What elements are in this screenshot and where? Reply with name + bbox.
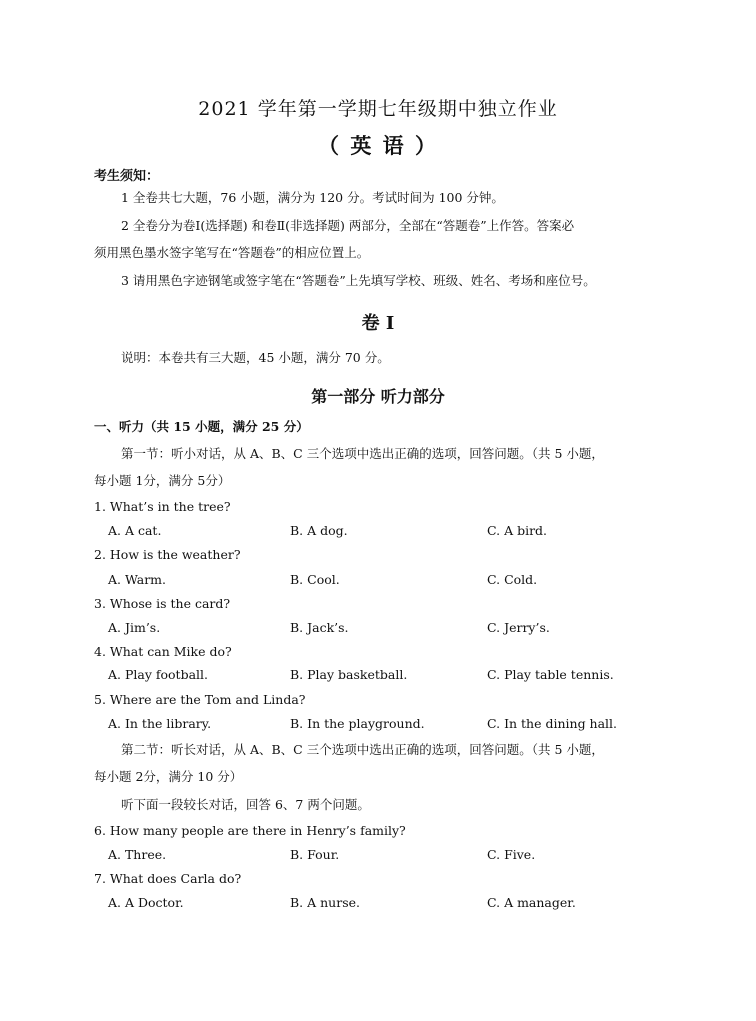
exam-subject: （ 英 语 ） [318,133,438,158]
q1-option-b: B. A dog. [290,523,348,538]
q7-option-a: A. A Doctor. [108,895,184,910]
section-heading: 一、听力（共 15 小题，满分 25 分） [94,419,309,434]
notice-item-3: 3 请用黑色字迹钢笔或签字笔在“答题卷”上先填写学校、班级、姓名、考场和座位号。 [121,273,596,288]
notice-item-2a: 2 全卷分为卷Ⅰ(选择题) 和卷Ⅱ(非选择题) 两部分，全部在“答题卷”上作答。答案必 [121,218,575,233]
question-3: 3. Whose is the card? [94,596,231,611]
sub2-instruction-b: 每小题 2分，满分 10 分） [94,769,243,784]
q3-option-a: A. Jim’s. [108,620,161,635]
q6-option-a: A. Three. [108,847,167,862]
q7-option-c: C. A manager. [487,895,576,910]
q3-option-c: C. Jerry’s. [487,620,550,635]
question-6: 6. How many people are there in Henry’s family? [94,823,406,838]
question-7: 7. What does Carla do? [94,871,242,886]
notice-heading: 考生须知： [94,169,160,184]
volume-note: 说明：本卷共有三大题，45 小题，满分 70 分。 [121,350,390,365]
q2-option-a: A. Warm. [108,572,166,587]
q6-option-c: C. Five. [487,847,536,862]
sub1-instruction-b: 每小题 1分，满分 5分） [94,473,231,488]
q5-option-a: A. In the library. [108,716,212,731]
notice-item-1: 1 全卷共七大题，76 小题，满分为 120 分。考试时间为 100 分钟。 [121,190,504,205]
q4-option-b: B. Play basketball. [290,667,408,682]
q1-option-a: A. A cat. [108,523,162,538]
q2-option-c: C. Cold. [487,572,538,587]
q5-option-b: B. In the playground. [290,716,425,731]
q5-option-c: C. In the dining hall. [487,716,618,731]
question-4: 4. What can Mike do? [94,644,232,659]
question-1: 1. What’s in the tree? [94,499,231,514]
question-2: 2. How is the weather? [94,547,241,562]
q6-option-b: B. Four. [290,847,340,862]
q4-option-c: C. Play table tennis. [487,667,614,682]
question-5: 5. Where are the Tom and Linda? [94,692,306,707]
sub2-instruction-c: 听下面一段较长对话，回答 6、7 两个问题。 [121,797,370,812]
exam-title: 2021 学年第一学期七年级期中独立作业 [198,98,558,120]
sub1-instruction-a: 第一节：听小对话，从 A、B、C 三个选项中选出正确的选项，回答问题。（共 5 小题， [121,446,604,461]
part1-title: 第一部分 听力部分 [311,387,445,406]
notice-item-2b: 须用黑色墨水签字笔写在“答题卷”的相应位置上。 [94,245,370,260]
q7-option-b: B. A nurse. [290,895,360,910]
q3-option-b: B. Jack’s. [290,620,349,635]
q1-option-c: C. A bird. [487,523,548,538]
q4-option-a: A. Play football. [108,667,208,682]
volume-title: 卷 Ⅰ [361,313,395,334]
q2-option-b: B. Cool. [290,572,340,587]
sub2-instruction-a: 第二节：听长对话，从 A、B、C 三个选项中选出正确的选项，回答问题。（共 5 小题， [121,742,604,757]
